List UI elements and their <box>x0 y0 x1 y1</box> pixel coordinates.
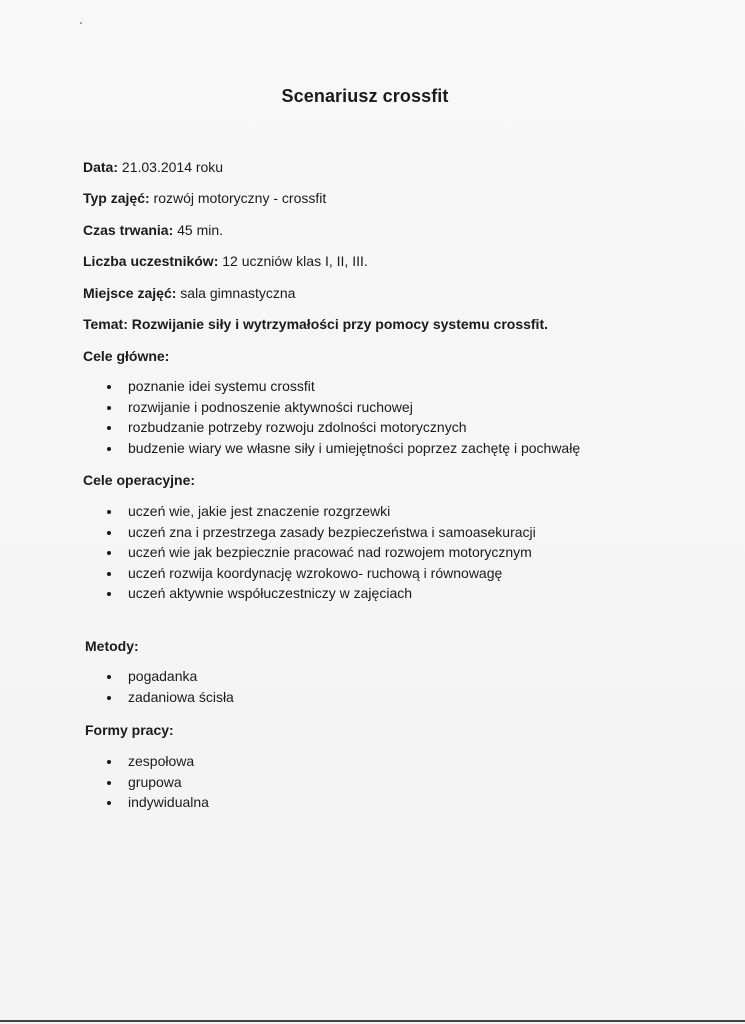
main-goals-heading: Cele główne: <box>83 348 170 364</box>
list-item: indywidualna <box>104 792 209 813</box>
list-item: uczeń aktywnie współuczestniczy w zajęciach <box>104 583 536 604</box>
main-goals-list <box>104 376 580 458</box>
list-item: pogadanka <box>104 666 234 687</box>
list-item: uczeń wie, jakie jest znaczenie rozgrzewki <box>104 501 536 522</box>
scan-bottom-edge <box>0 1020 745 1022</box>
work-forms-list <box>104 751 209 813</box>
field-date-value: 21.03.2014 roku <box>118 159 224 175</box>
field-class-type-label: Typ zajęć: <box>83 190 150 206</box>
field-date <box>83 159 223 175</box>
list-item: uczeń rozwija koordynację wzrokowo- ruchową i równowagę <box>104 563 536 584</box>
list-item: uczeń wie jak bezpiecznie pracować nad rozwojem motorycznym <box>104 542 536 563</box>
work-forms-heading: Formy pracy: <box>85 722 174 738</box>
document-title: Scenariusz crossfit <box>281 86 449 106</box>
field-participants-value: 12 uczniów klas I, II, III. <box>218 253 368 269</box>
list-item: grupowa <box>104 772 209 793</box>
list-item: rozwijanie i podnoszenie aktywności ruchowej <box>104 397 580 418</box>
field-duration-label: Czas trwania: <box>83 222 174 238</box>
topic: Temat: Rozwijanie siły i wytrzymałości przy pomocy systemu crossfit. <box>83 316 549 332</box>
field-duration-value: 45 min. <box>173 222 224 238</box>
field-class-type <box>83 190 326 206</box>
field-location-value: sala gimnastyczna <box>176 285 296 301</box>
methods-list <box>104 666 234 707</box>
methods-heading: Metody: <box>85 638 139 654</box>
field-date-label: Data: <box>83 159 119 175</box>
list-item: budzenie wiary we własne siły i umiejętności poprzez zachętę i pochwałę <box>104 438 580 459</box>
field-location-label: Miejsce zajęć: <box>83 285 177 301</box>
scan-speck <box>80 22 82 24</box>
list-item: rozbudzanie potrzeby rozwoju zdolności motorycznych <box>104 417 580 438</box>
list-item: poznanie idei systemu crossfit <box>104 376 580 397</box>
field-class-type-value: rozwój motoryczny - crossfit <box>149 190 327 206</box>
list-item: uczeń zna i przestrzega zasady bezpieczeństwa i samoasekuracji <box>104 522 536 543</box>
list-item: zadaniowa ścisła <box>104 687 234 708</box>
list-item: zespołowa <box>104 751 209 772</box>
field-participants-label: Liczba uczestników: <box>83 253 219 269</box>
field-location <box>83 285 295 301</box>
operational-goals-heading: Cele operacyjne: <box>83 472 196 488</box>
field-participants <box>83 253 368 269</box>
operational-goals-list <box>104 501 536 604</box>
field-duration <box>83 222 223 238</box>
